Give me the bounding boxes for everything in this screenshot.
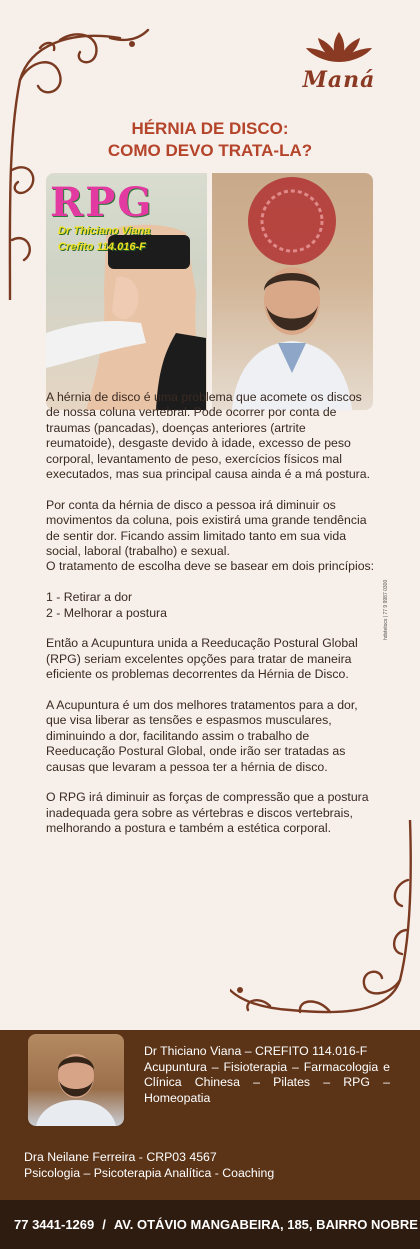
contact-bar [0,1200,420,1249]
paragraph-rpg: O RPG irá diminuir as forças de compressão que a postura inadequada gera sobre as vértebras e discos vertebrais, melhorando a postura e também a estética corporal. [46,790,369,836]
avatar-portrait [28,1034,124,1126]
list-item: 1 - Retirar a dor [46,590,133,605]
ornament-dot [237,987,243,993]
doctor2-info [24,1150,274,1181]
rpg-photo [46,173,207,410]
doctor1-name: Dr Thiciano Viana – CREFITO 114.016-F [144,1044,368,1058]
paragraph-symptoms: Por conta da hérnia de disco a pessoa irá diminuir os movimentos da coluna, pois existirá uma grande tendência de sentir dor. Ficando assim limitado tanto em sua vida social, laboral (trabalho) e sexual. [46,497,367,559]
address: AV. OTÁVIO MANGABEIRA, 185, BAIRRO NOBRE [113,1217,418,1232]
paragraph-acupuncture: A Acupuntura é um dos melhores tratamentos para a dor, que visa liberar as tensões e espasmos musculares, diminuindo a dor, facilitando assim o trabalho de Reeducação Postural Global, onde irão ser tratadas as causas que levaram a pessoa ter a hérnia de disco. [46,698,358,774]
title-line-2: COMO DEVO TRATA-LA? [107,141,313,160]
brand-name: Maná [302,67,376,93]
page-title [0,118,420,162]
side-credit: hdstetocs | 77 9 9987 0300 [383,579,389,640]
doctor-photo [212,173,373,410]
brand-logo [294,28,384,93]
lotus-icon [304,28,374,66]
floral-ornament-bottom-right [230,820,420,1020]
doctor2-specialties: Psicologia – Psicoterapia Analítica - Coaching [24,1165,275,1180]
article-body [46,390,376,852]
photo-caption-crefito: Crefito 114.016-F [58,241,146,253]
photo-caption-name: Dr Thiciano Viana [58,225,151,237]
phone-number: 77 3441-1269 [14,1217,95,1232]
doctor1-specialties: Acupuntura – Fisioterapia – Farmacologia e Clínica Chinesa – Pilates – RPG – Homeopatia [144,1059,390,1105]
list-item: 2 - Melhorar a postura [46,605,167,620]
paragraph-intro: A hérnia de disco é uma problema que acomete os discos de nossa coluna vertebral. Pode ocorrer por conta de traumas (pancadas), doenças anteriores (artrite reumatoide), desgaste devido à idade, excesso de peso corporal, levantamento de peso, exercícios físicos mal executados, mas sua principal causa ainda é a má postura. [46,390,371,482]
title-line-1: HÉRNIA DE DISCO: [131,119,289,138]
doctor1-info [144,1044,390,1106]
contact-separator: / [102,1217,106,1232]
doctor2-name: Dra Neilane Ferreira - CRP03 4567 [24,1150,217,1164]
ornament-dot [129,41,135,47]
rpg-logo: RPG [50,179,154,226]
doctor-avatar [28,1034,124,1126]
paragraph-treatment: Então a Acupuntura unida a Reeducação Postural Global (RPG) seriam excelentes opções para tratar de maneira eficiente os problemas decorrentes da Hérnia de Disco. [46,636,358,682]
paragraph-principles: O tratamento de escolha deve se basear em dois princípios: [46,559,375,574]
doctor-portrait [212,173,372,410]
photo-panel [46,173,373,410]
